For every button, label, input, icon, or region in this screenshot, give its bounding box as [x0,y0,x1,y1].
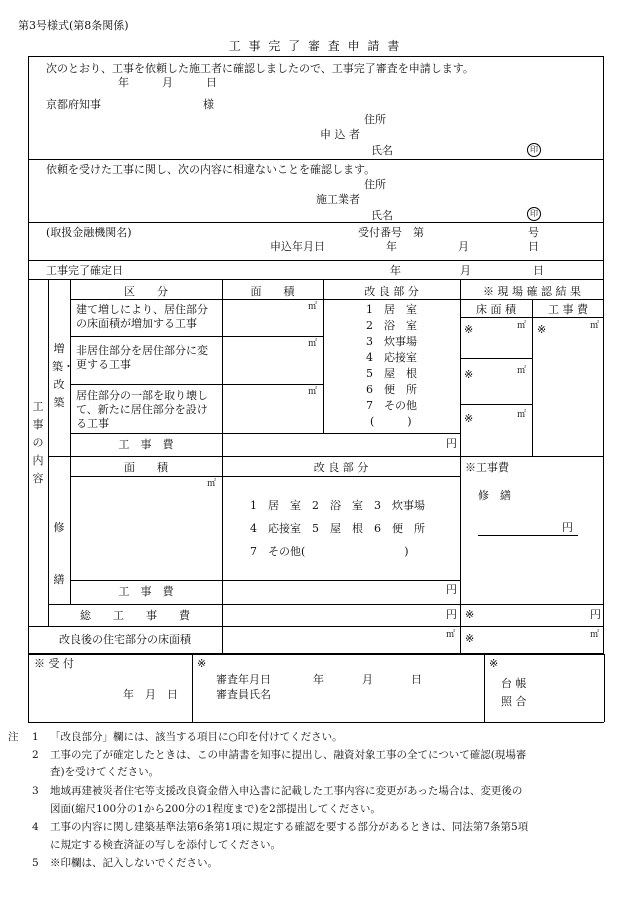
ledger-mark: ※ [489,657,499,670]
note-number: 5 [32,857,39,869]
improvement-item[interactable]: 1 居 室 [366,303,417,316]
footer-divider [192,654,193,722]
contractor-statement: 依頼を受けた工事に関し、次の内容に相違ないことを確認します。 [46,163,376,176]
row-conversion-category: 非居住部分を居住部分に変更する工事 [76,344,208,371]
total-cost-label: 総 工 事 費 [80,609,190,622]
note-number: 3 [32,785,39,797]
row-conversion-area-unit: ㎡ [308,339,318,349]
post-floor-area-unit: ㎡ [446,630,456,640]
post-floor-area-label: 改良後の住宅部分の床面積 [59,633,191,646]
site-floor-mark: ※ [464,368,474,381]
footer-divider [604,654,605,722]
page-title: 工 事 完 了 審 査 申 請 書 [228,39,402,53]
review-day: 日 [411,673,422,686]
site-floor-unit: ㎡ [517,366,527,376]
contractor-address-label: 住所 [364,178,386,191]
footer-divider [28,654,29,722]
extension-cost-label: 工 事 費 [118,438,174,451]
section-divider [28,159,604,160]
col-improvement-header: 改 良 部 分 [364,285,419,298]
completion-year: 年 [390,264,401,277]
table-divider [460,404,532,405]
lender-institution-label: (取扱金融機関名) [46,226,132,239]
applicant-label: 申 込 者 [320,128,360,141]
site-floor-unit: ㎡ [517,410,527,420]
review-year: 年 [313,673,324,686]
table-divider [460,317,604,318]
application-date[interactable]: 年 月 日 [118,76,217,89]
table-divider [460,358,532,359]
note-text: 工事の内容に関し建築基準法第6条第1項に規定する確認を要する部分があるときは、同法第7条第5項 [50,821,529,833]
contractor-label: 施工業者 [316,193,360,206]
section-divider [28,222,604,223]
col-category-header: 区 分 [124,285,168,298]
receipt-number-label: 受付番号 第 [358,226,424,239]
review-date-label: 審査年月日 [216,673,271,686]
table-divider [48,279,49,626]
repair-improvement-line[interactable]: 1 居 室 2 浴 室 3 炊事場 [250,499,425,512]
improvement-item[interactable]: 6 便 所 [366,383,417,396]
repair-improvement-line[interactable]: 7 その他( ) [250,545,409,558]
notes-section [8,729,618,879]
application-day: 日 [528,240,539,253]
repair-cost-unit: 円 [562,521,573,534]
improvement-item[interactable]: 3 炊事場 [366,335,417,348]
note-text: に規定する検査済証の写しを添付してください。 [50,839,281,851]
note-text: 「改良部分」欄には、該当する項目に○印を付けてください。 [50,731,343,743]
improvement-item[interactable]: 4 応接室 [366,351,417,364]
review-month: 月 [362,673,373,686]
site-floor-mark: ※ [464,412,474,425]
footer-divider [484,654,485,722]
ledger-label: 台 帳 [501,677,527,690]
note-text: 工事の完了が確定したときは、この申請書を知事に提出し、融資対象工事の全てについて確認(現場審 [50,749,527,761]
work-cost-header: 工 事 費 [548,303,588,316]
table-divider [323,279,324,433]
section-divider [28,279,604,280]
improvement-item[interactable]: 5 屋 根 [366,367,417,380]
table-divider [70,433,460,434]
applicant-name-label: 氏名 [371,144,393,157]
table-divider [532,299,533,456]
note-text: ※印欄は、記入しないでください。 [50,857,218,869]
site-floor-mark: ※ [464,323,474,336]
note-number: 4 [32,821,39,833]
row-rebuild-area-unit: ㎡ [308,387,318,397]
repair-area-unit: ㎡ [207,479,217,489]
col-area-header: 面 積 [250,285,295,298]
application-year: 年 [386,240,397,253]
total-cost-unit: 円 [446,608,457,621]
reviewer-name-label: 審査員氏名 [216,688,271,701]
site-result-header: ※ 現 場 確 認 結 果 [483,285,581,298]
completion-day: 日 [533,264,544,277]
repair-cost-mark: ※工事費 [465,461,509,474]
post-floor-area-mark: ※ [465,632,475,645]
note-text: 地域再建被災者住宅等支援改良資金借入申込書に記載した工事内容に変更があった場合は、変更後の [50,785,523,797]
table-divider [28,626,604,627]
table-divider [48,456,604,457]
site-floor-unit: ㎡ [517,321,527,331]
repair-improvement-header: 改 良 部 分 [313,461,369,474]
governor-label: 京都府知事 [46,98,101,111]
application-month: 月 [458,240,469,253]
extension-cost-unit: 円 [446,437,457,450]
contractor-name-label: 氏名 [371,209,393,222]
application-statement: 次のとおり、工事を依頼した施工者に確認しましたので、工事完了審査を申請します。 [46,62,474,75]
post-site-floor-area-unit: ㎡ [590,630,600,640]
applicant-seal-icon: 印 [527,143,541,157]
table-divider [70,476,460,477]
contractor-seal-icon: 印 [527,207,541,221]
completion-month: 月 [460,264,471,277]
row-extension-area-unit: ㎡ [308,302,318,312]
repair-label: 修繕 [53,521,65,586]
note-text: 図面(縮尺100分の1から200分の1程度まで)を2部提出してください。 [50,803,381,815]
form-number: 第3号様式(第8条関係) [18,19,129,32]
note-number: 2 [32,749,39,761]
notes-prefix: 注 [8,731,19,743]
table-divider [70,384,323,385]
site-cost-mark: ※ [537,323,547,336]
improvement-item[interactable]: 2 浴 室 [366,319,417,332]
repair-cost-label: 工 事 費 [118,585,174,598]
table-divider [460,299,604,300]
repair-cost-unit-yen: 円 [446,583,457,596]
floor-area-header: 床 面 積 [476,303,516,316]
honorific-label: 様 [203,98,214,111]
table-divider [70,580,460,581]
table-divider [70,336,323,337]
repair-improvement-line[interactable]: 4 応接室 5 屋 根 6 便 所 [250,522,425,535]
total-cost-mark: ※ [465,608,475,621]
table-divider [70,299,460,300]
table-divider [460,279,461,654]
reception-label: ※ 受 付 [34,657,74,670]
repair-cost-underline [478,535,578,536]
site-cost-unit: ㎡ [590,321,600,331]
note-number: 1 [32,731,39,743]
footer-divider [28,654,604,655]
row-rebuild-category: 居住部分の一部を取り壊して、新たに居住部分を設ける工事 [76,389,208,430]
table-divider [48,604,604,605]
improvement-item[interactable]: ( ) [370,415,412,428]
repair-area-header: 面 積 [124,461,168,474]
row-extension-category: 建て増しにより、居住部分の床面積が増加する工事 [76,303,208,330]
improvement-item[interactable]: 7 その他 [366,399,417,412]
section-divider [28,260,604,261]
ledger-check-label: 照 合 [501,695,527,708]
note-text: 査)を受けてください。 [50,766,160,778]
reception-date: 年 月 日 [123,688,178,701]
work-content-section-label: 工事の内容 [32,400,44,485]
total-site-cost-unit: 円 [590,608,601,621]
receipt-number-suffix: 号 [528,226,539,239]
completion-date-label: 工事完了確定日 [46,264,123,277]
applicant-address-label: 住所 [364,113,386,126]
application-date-label: 申込年月日 [270,240,325,253]
review-mark: ※ [197,657,207,670]
repair-site-label: 修 繕 [478,489,511,502]
footer-divider [28,722,604,723]
extension-label: 増築・改築 [52,342,74,409]
